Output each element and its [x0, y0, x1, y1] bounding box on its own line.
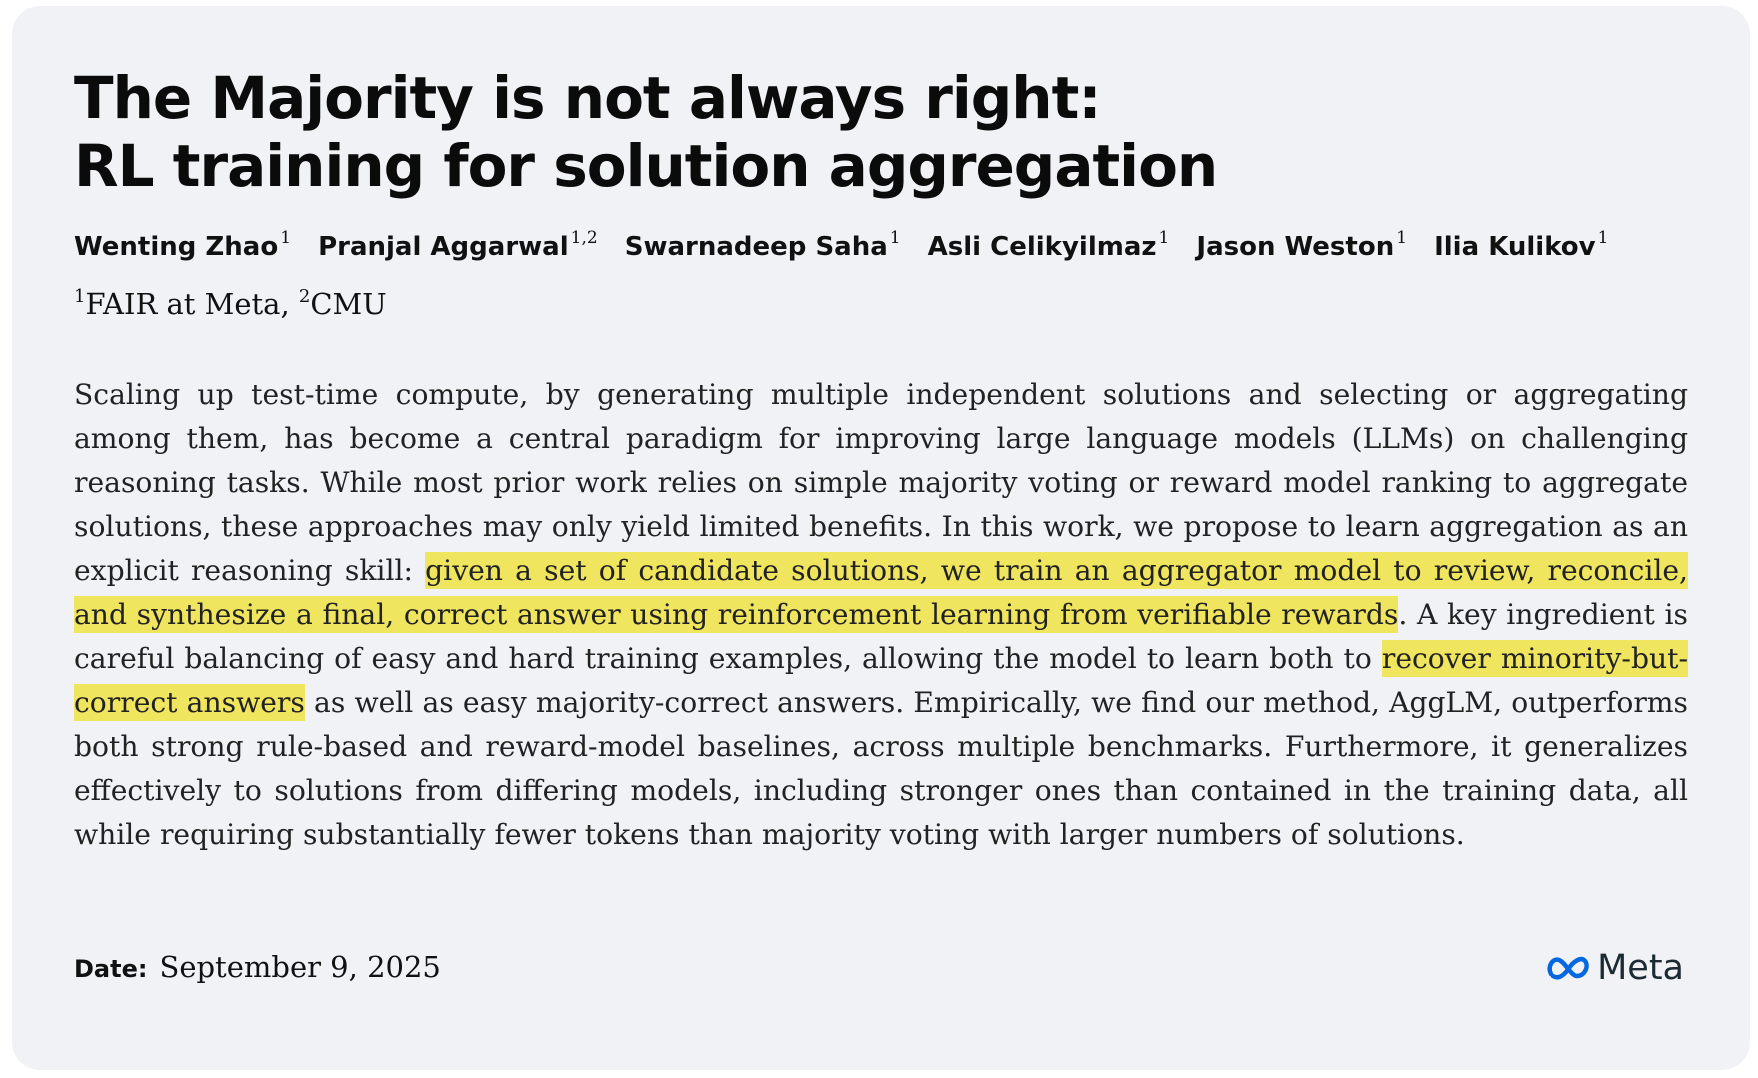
- paper-title: [74, 64, 1688, 200]
- author: [74, 228, 292, 262]
- author-list: [74, 228, 1688, 262]
- abstract-text: Scaling up test-time compute, by generating multiple independent solutions and selecting or aggregating among them, has become a central paradigm for improving large language models (LLMs) on challenging reasoning tasks. While most prior work relies on simple majority voting or reward model ranking to aggregate solutions, these approaches may only yield limited benefits. In this work, we propose to learn aggregation as an explicit reasoning skill:: [74, 378, 1688, 587]
- author-name: Pranjal Aggarwal: [318, 232, 569, 262]
- author-affil: 1,2: [570, 228, 598, 248]
- author-affil: 1: [280, 228, 292, 248]
- meta-logo: [1545, 948, 1684, 988]
- abstract-highlight: given a set of candidate solutions, we train an aggregator model to review, reconcile, and synthesize a final, correct answer using reinforcement learning from verifiable rewards: [74, 554, 1688, 631]
- affil-name: FAIR at Meta,: [85, 287, 290, 321]
- title-line-1: The Majority is not always right:: [74, 64, 1101, 132]
- abstract-text: . A key ingredient is careful balancing of easy and hard training examples, allowing the model to learn both to: [74, 598, 1688, 675]
- date-value: September 9, 2025: [159, 950, 441, 984]
- abstract-text: as well as easy majority-correct answers. Empirically, we find our method, AggLM, outperforms both strong rule-based and reward-model baselines, across multiple benchmarks. Furthermore, it generalizes effectively to solutions from differing models, including stronger ones than contained in the training data, all while requiring substantially fewer tokens than majority voting with larger numbers of solutions.: [74, 686, 1688, 851]
- abstract: [74, 373, 1688, 857]
- author-affil: 1: [1597, 228, 1609, 248]
- affil-name: CMU: [310, 287, 387, 321]
- meta-logo-text: Meta: [1597, 948, 1684, 988]
- author-name: Jason Weston: [1196, 232, 1395, 262]
- author-affil: 1: [1158, 228, 1170, 248]
- author-name: Asli Celikyilmaz: [927, 232, 1157, 262]
- affiliations: [74, 286, 1688, 321]
- author-affil: 1: [1396, 228, 1408, 248]
- title-line-2: RL training for solution aggregation: [74, 132, 1218, 200]
- affil-mark: 1: [74, 286, 86, 307]
- author: [318, 228, 598, 262]
- footer: [74, 950, 1684, 1000]
- abstract-highlight: recover minority-but-correct answers: [74, 642, 1688, 719]
- author: [1434, 228, 1609, 262]
- author-name: Ilia Kulikov: [1434, 232, 1596, 262]
- author: [624, 228, 901, 262]
- author-affil: 1: [889, 228, 901, 248]
- date-label: Date:: [74, 955, 148, 983]
- author: [1196, 228, 1408, 262]
- meta-infinity-icon: [1545, 954, 1593, 982]
- author-name: Swarnadeep Saha: [624, 232, 888, 262]
- paper-card: [12, 6, 1750, 1070]
- author: [927, 228, 1170, 262]
- author-name: Wenting Zhao: [74, 232, 279, 262]
- affil-mark: 2: [298, 286, 311, 307]
